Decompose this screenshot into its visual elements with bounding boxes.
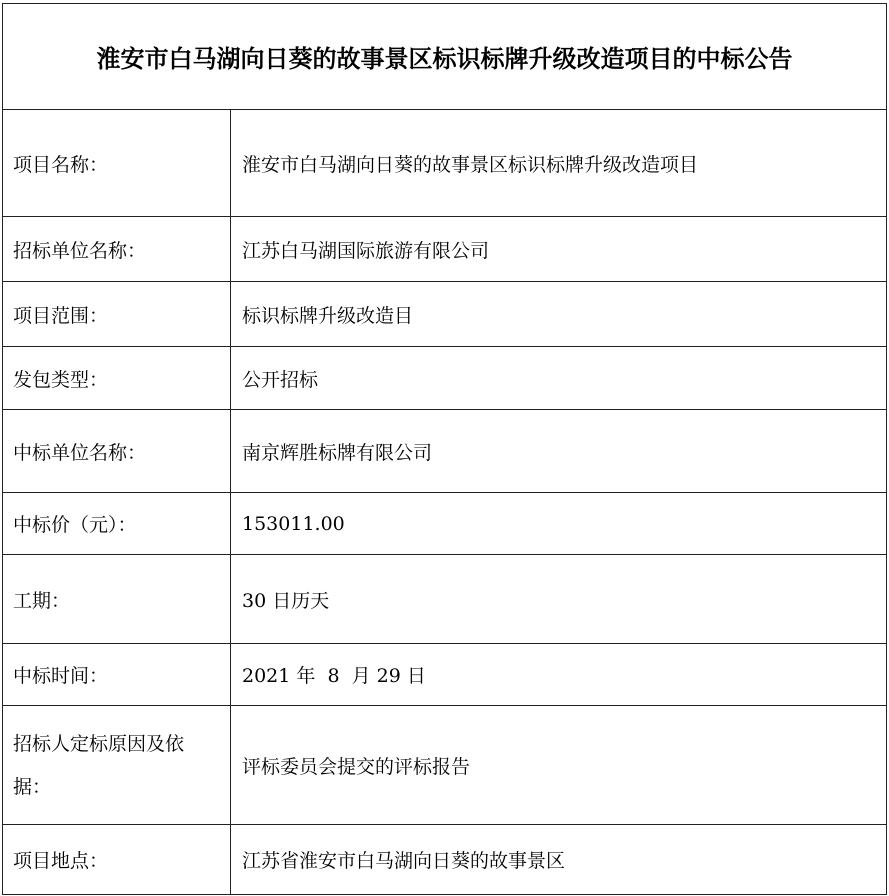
table-row	[3, 825, 887, 895]
table-row	[3, 410, 887, 493]
row-label-award-basis: 招标人定标原因及依据：	[3, 706, 231, 825]
announcement-table	[2, 3, 887, 895]
table-row	[3, 555, 887, 644]
row-value-award-basis: 评标委员会提交的评标报告	[231, 706, 887, 825]
table-row	[3, 644, 887, 706]
row-label-tender-unit: 招标单位名称：	[3, 217, 231, 282]
row-label-project-scope: 项目范围：	[3, 282, 231, 347]
row-label-award-date: 中标时间：	[3, 644, 231, 706]
row-value-award-date: 2021 年 8 月 29 日	[231, 644, 887, 706]
row-value-contract-type: 公开招标	[231, 347, 887, 410]
row-value-project-location: 江苏省淮安市白马湖向日葵的故事景区	[231, 825, 887, 895]
row-label-winning-unit: 中标单位名称：	[3, 410, 231, 493]
table-row	[3, 110, 887, 217]
page-title: 淮安市白马湖向日葵的故事景区标识标牌升级改造项目的中标公告	[3, 4, 887, 110]
row-label-project-name: 项目名称：	[3, 110, 231, 217]
row-value-tender-unit: 江苏白马湖国际旅游有限公司	[231, 217, 887, 282]
row-value-project-name: 淮安市白马湖向日葵的故事景区标识标牌升级改造项目	[231, 110, 887, 217]
table-row	[3, 282, 887, 347]
row-value-project-scope: 标识标牌升级改造目	[231, 282, 887, 347]
table-row	[3, 706, 887, 825]
row-value-winning-unit: 南京辉胜标牌有限公司	[231, 410, 887, 493]
row-label-contract-type: 发包类型：	[3, 347, 231, 410]
row-value-winning-price: 153011.00	[231, 493, 887, 555]
row-label-winning-price: 中标价（元）：	[3, 493, 231, 555]
table-row	[3, 217, 887, 282]
row-value-duration: 30 日历天	[231, 555, 887, 644]
row-label-duration: 工期：	[3, 555, 231, 644]
table-row	[3, 493, 887, 555]
table-row	[3, 347, 887, 410]
title-row	[3, 4, 887, 110]
row-label-project-location: 项目地点：	[3, 825, 231, 895]
